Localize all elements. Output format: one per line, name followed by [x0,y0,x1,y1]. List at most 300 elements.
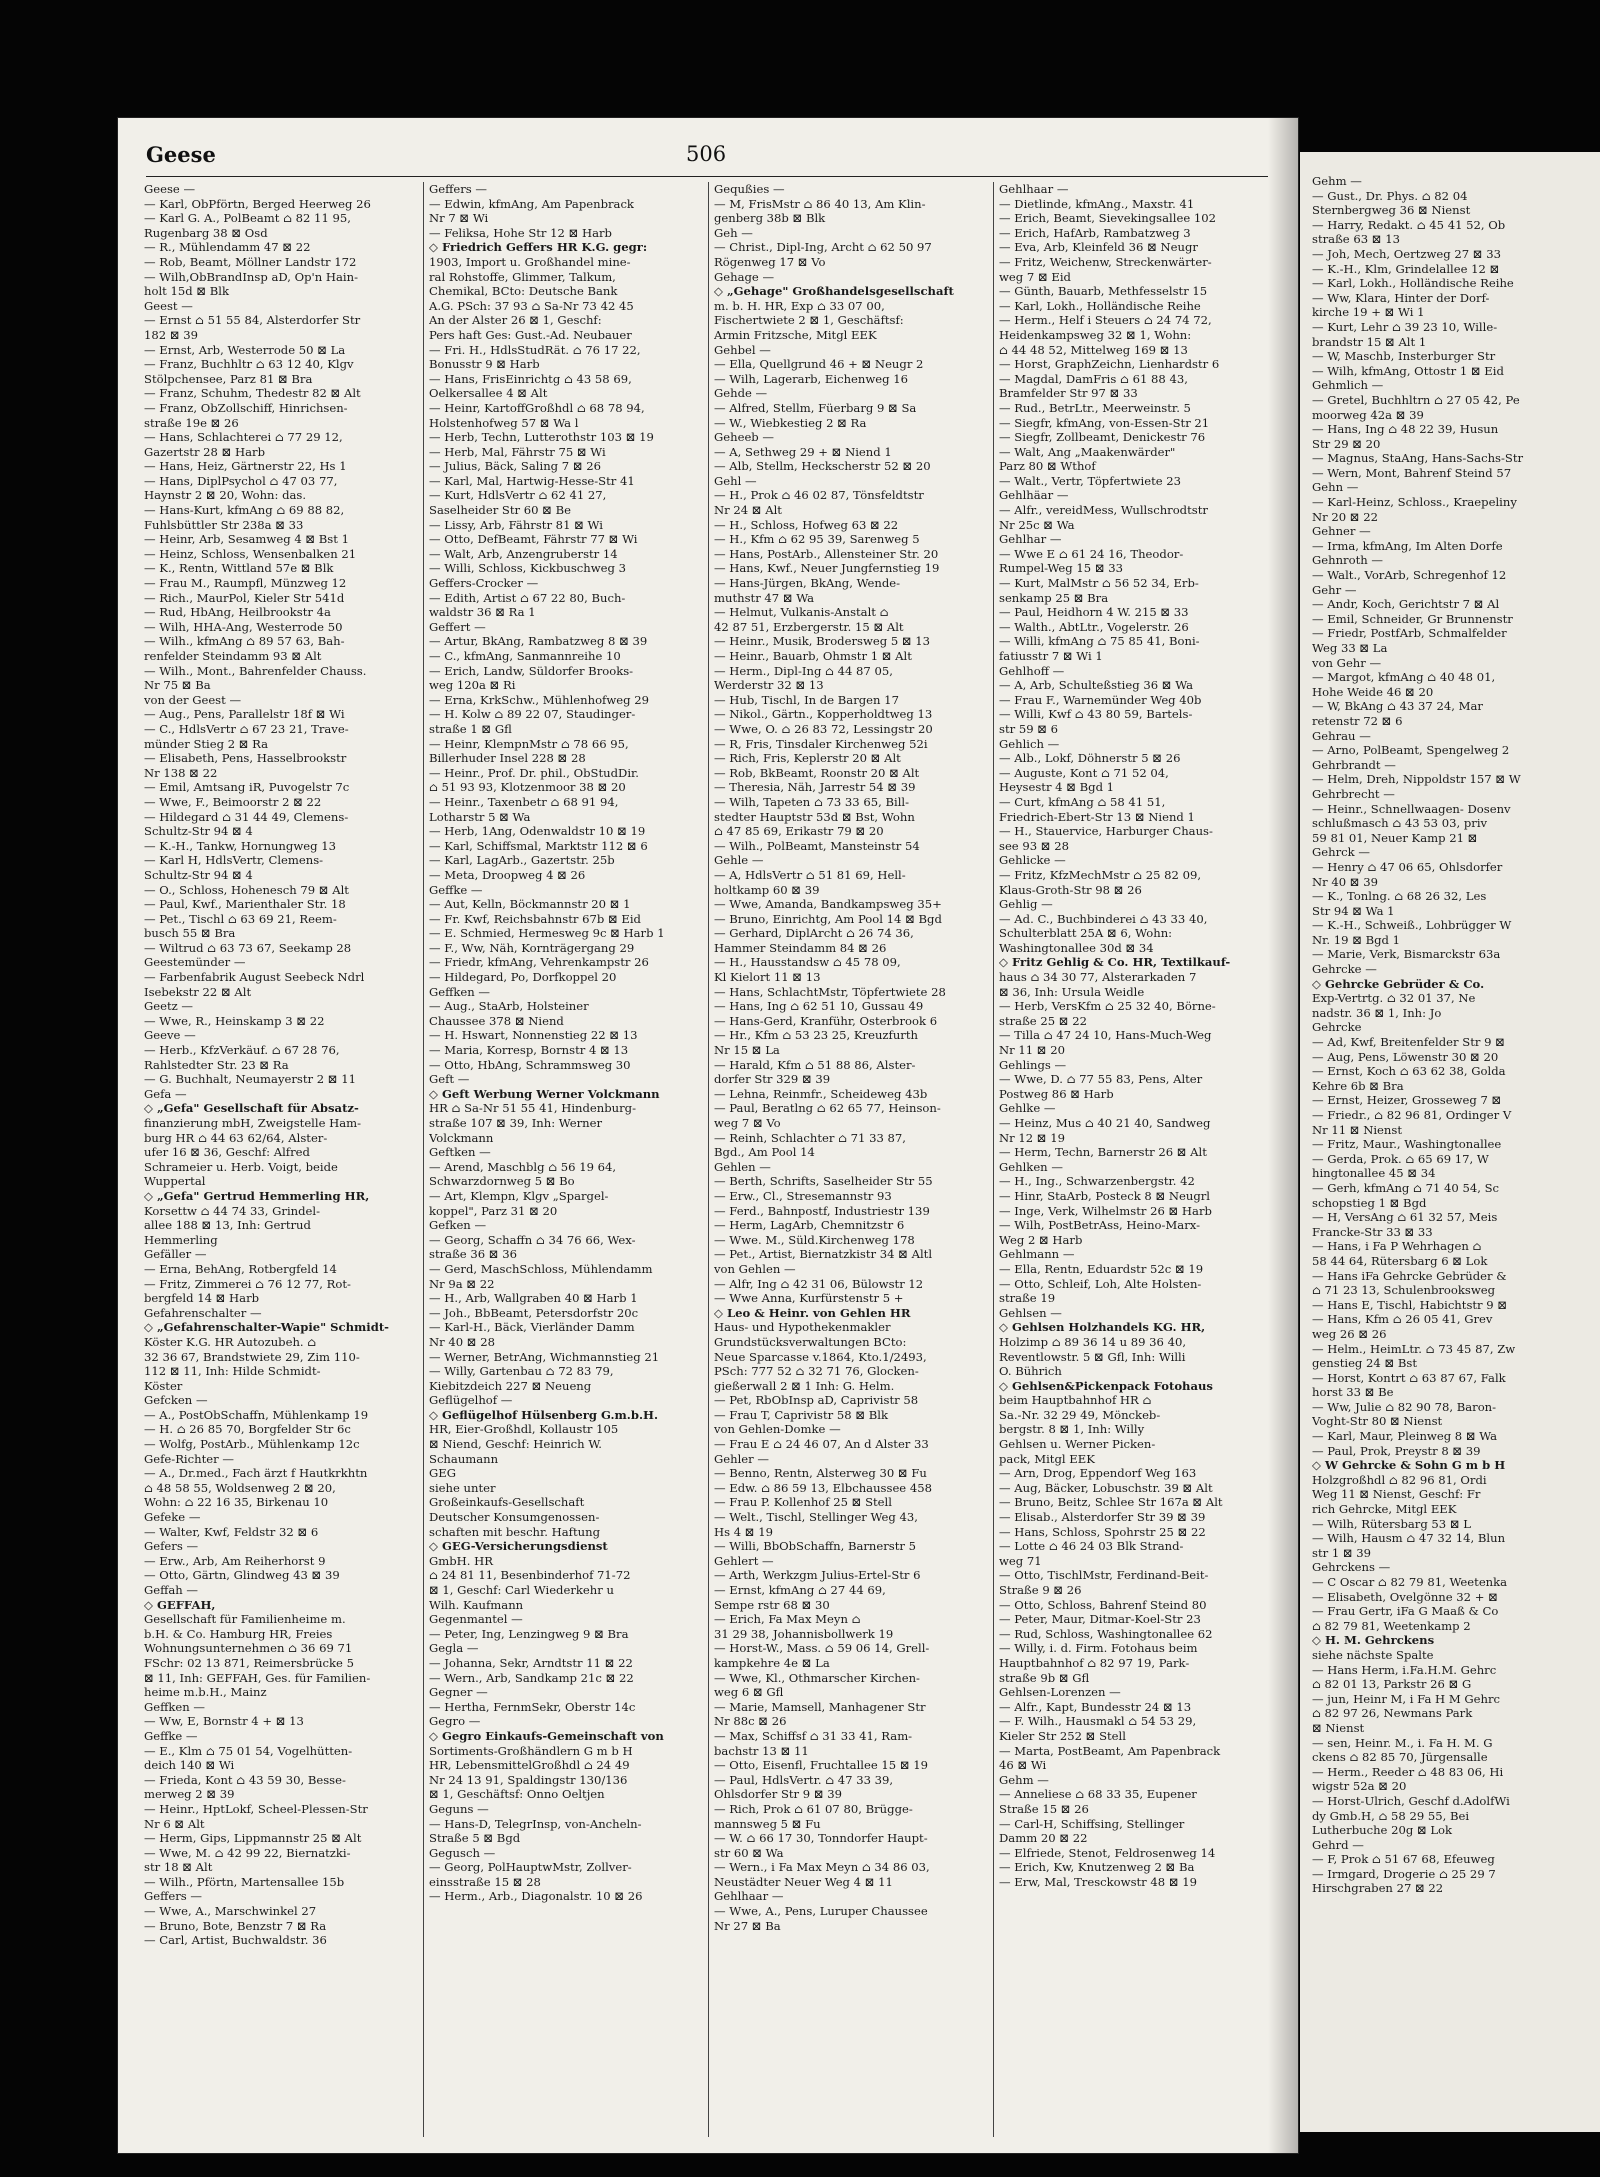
directory-column-2 [423,182,702,2137]
directory-entry: Straße 15 ⊠ 26 [999,1801,1089,1816]
surname-heading: Gehlig — [999,897,1053,912]
surname-heading: Geffers — [429,182,487,196]
directory-entry: — Ww, Klara, Hinter der Dorf- [1312,290,1490,305]
directory-entry: — Ernst ⌂ 51 55 84, Alsterdorfer Str [144,313,361,328]
surname-heading: Geffke — [429,882,483,897]
directory-entry: — Karl, Lokh., Holländische Reihe [999,298,1201,313]
surname-heading: Gehlich — [999,736,1060,751]
directory-entry: — Herm., Dipl-Ing ⌂ 44 87 05, [714,663,893,678]
directory-entry: — F., Ww, Näh, Kornträgergang 29 [429,940,635,955]
directory-entry: Nr 7 ⊠ Wi [429,211,489,226]
directory-entry: holt 15d ⊠ Blk [144,284,230,299]
directory-entry: — Alfr., vereidMess, Wullschrodtstr [999,503,1208,518]
directory-entry: — Hans, DiplPsychol ⌂ 47 03 77, [144,473,338,488]
directory-entry: — K.-H., Schweiß., Lohbrügger W [1312,918,1512,933]
surname-heading: Geffken — [144,1699,205,1714]
surname-heading: Gegro — [429,1714,481,1729]
directory-entry: Kl Kielort 11 ⊠ 13 [714,970,821,985]
directory-entry: — Horst, GraphZeichn, Lienhardstr 6 [999,357,1220,372]
directory-entry: haus ⌂ 34 30 77, Alsterarkaden 7 [999,970,1197,985]
directory-entry: — Feliksa, Hohe Str 12 ⊠ Harb [429,225,612,240]
surname-heading: Gehlert — [714,1553,774,1568]
directory-entry: weg 6 ⊠ Gfl [714,1685,784,1700]
directory-entry: — Georg, PolHauptwMstr, Zollver- [429,1860,632,1875]
directory-entry: ⌂ 71 23 13, Schulenbrooksweg [1312,1283,1496,1298]
surname-heading: Gegenmantel — [429,1612,523,1627]
directory-entry: — Henry ⌂ 47 06 65, Ohlsdorfer [1312,859,1503,874]
directory-entry: straße 19e ⊠ 26 [144,415,239,430]
directory-entry: — Wilh, Tapeten ⌂ 73 33 65, Bill- [714,794,910,809]
directory-entry: — Elisab., Alsterdorfer Str 39 ⊠ 39 [999,1510,1206,1525]
directory-entry: — K., Rentn, Wittland 57e ⊠ Blk [144,561,334,576]
directory-entry: b.H. & Co. Hamburg HR, Freies [144,1626,333,1641]
directory-entry: O. Bührich [999,1364,1062,1379]
directory-entry: — Paul, Prok, Preystr 8 ⊠ 39 [1312,1443,1481,1458]
directory-entry: ◇ Geft Werbung Werner Volckmann [429,1086,660,1101]
directory-entry: finanzierung mbH, Zweigstelle Ham- [144,1116,362,1130]
directory-entry: — Wwe Anna, Kurfürstenstr 5 + [714,1291,904,1306]
directory-entry: — Karl G. A., PolBeamt ⌂ 82 11 95, [144,211,351,226]
directory-entry: — Walter, Kwf, Feldstr 32 ⊠ 6 [144,1524,319,1539]
directory-entry: — H. Kolw ⌂ 89 22 07, Staudinger- [429,707,636,722]
directory-entry: weg 7 ⊠ Vo [714,1116,781,1130]
directory-entry: — Hans-D, TelegrInsp, von-Ancheln- [429,1816,642,1831]
directory-entry: — Johanna, Sekr, Arndtstr 11 ⊠ 22 [429,1655,633,1670]
directory-entry: — Hans, Ing ⌂ 48 22 39, Husun [1312,422,1499,437]
directory-entry: ◇ Gehrcke Gebrüder & Co. [1312,976,1485,991]
directory-entry: Oelkersallee 4 ⊠ Alt [429,386,548,401]
directory-entry: straße 19 [999,1291,1056,1306]
directory-entry: ◇ Gehlsen Holzhandels KG. HR, [999,1320,1206,1335]
directory-entry: merweg 2 ⊠ 39 [144,1787,235,1802]
directory-entry: dy Gmb.H, ⌂ 58 29 55, Bei [1312,1808,1470,1823]
directory-entry: einsstraße 15 ⊠ 28 [429,1874,541,1889]
directory-entry: — Walt, Ang „Maakenwärder" [999,444,1176,459]
directory-entry: — Margot, kfmAng ⌂ 40 48 01, [1312,670,1496,685]
directory-entry: Reventlowstr. 5 ⊠ Gfl, Inh: Willi [999,1349,1186,1364]
directory-entry: 58 44 64, Rütersbarg 6 ⊠ Lok [1312,1253,1488,1268]
directory-entry: — Irmgard, Drogerie ⌂ 25 29 7 [1312,1866,1496,1881]
directory-entry: Voght-Str 80 ⊠ Nienst [1312,1414,1443,1429]
directory-page [118,118,1298,2153]
directory-entry: Rahlstedter Str. 23 ⊠ Ra [144,1057,289,1072]
directory-entry: — Reinh, Schlachter ⌂ 71 33 87, [714,1130,906,1145]
surname-heading: Geftken — [429,1145,491,1160]
directory-entry: — Kurt, HdlsVertr ⌂ 62 41 27, [429,488,607,503]
directory-entry: — K., Tonlng. ⌂ 68 26 32, Les [1312,889,1487,904]
directory-entry: — Arn, Drog, Eppendorf Weg 163 [999,1466,1197,1481]
surname-heading: Gefcken — [144,1393,208,1408]
directory-entry: straße 1 ⊠ Gfl [429,721,512,736]
directory-entry: Schwarzdornweg 5 ⊠ Bo [429,1174,575,1189]
directory-entry: — Wiltrud ⌂ 63 73 67, Seekamp 28 [144,940,352,955]
surname-heading: Gehlen — [714,1159,771,1174]
directory-entry: — M, FrisMstr ⌂ 86 40 13, Am Klin- [714,196,926,211]
directory-entry: — Walt., VorArb, Schregenhof 12 [1312,568,1507,583]
directory-entry: Hammer Steindamm 84 ⊠ 26 [714,940,887,955]
directory-entry: — Paul, Kwf., Marienthaler Str. 18 [144,897,346,912]
directory-entry: Sortiments-Großhändlern G m b H [429,1743,633,1758]
directory-entry: Rugenbarg 38 ⊠ Osd [144,225,268,240]
directory-entry: — Franz, Schuhm, Thedestr 82 ⊠ Alt [144,386,361,401]
directory-entry: Pers haft Ges: Gust.-Ad. Neubauer [429,327,632,342]
directory-entry: allee 188 ⊠ 13, Inh: Gertrud [144,1218,311,1233]
directory-entry: — Otto, Eisenfl, Fruchtallee 15 ⊠ 19 [714,1758,929,1773]
directory-entry: — Wilh, HHA-Ang, Westerrode 50 [144,619,343,634]
directory-entry: — Franz, ObZollschiff, Hinrichsen- [144,400,348,415]
surname-heading: Gehlhoff — [999,663,1065,678]
directory-entry: — Wilh., Mont., Bahrenfelder Chauss. [144,663,367,678]
directory-entry: — Heinr, Arb, Sesamweg 4 ⊠ Bst 1 [144,532,349,547]
directory-entry: — Wwe, Amanda, Bandkampsweg 35+ [714,897,942,912]
directory-entry: dorfer Str 329 ⊠ 39 [714,1072,831,1087]
directory-entry: — Alfr, Ing ⌂ 42 31 06, Bülowstr 12 [714,1276,924,1291]
directory-entry: — Rich, Fris, Keplerstr 20 ⊠ Alt [714,751,901,766]
directory-entry: — C Oscar ⌂ 82 79 81, Weetenka [1312,1575,1508,1589]
directory-entry: — Hr., Kfm ⌂ 53 23 25, Kreuzfurth [714,1028,918,1043]
directory-entry: Holzimp ⌂ 89 36 14 u 89 36 40, [999,1334,1187,1349]
directory-entry: ral Rohstoffe, Glimmer, Talkum, [429,269,616,284]
directory-entry: — Magnus, StaAng, Hans-Sachs-Str [1312,451,1524,466]
directory-entry: — Heinr., Schnellwaagen- Dosenv [1312,801,1511,816]
directory-entry: ⌂ 44 48 52, Mittelweg 169 ⊠ 13 [999,342,1188,357]
directory-entry: bachstr 13 ⊠ 11 [714,1743,809,1758]
directory-entry: stedter Hauptstr 53d ⊠ Bst, Wohn [714,809,915,824]
directory-entry: — Fritz, Weichenw, Streckenwärter- [999,254,1212,269]
directory-entry: — A., Dr.med., Fach ärzt f Hautkrkhtn [144,1466,368,1481]
directory-entry: — Rob, BkBeamt, Roonstr 20 ⊠ Alt [714,765,920,780]
directory-entry: busch 55 ⊠ Bra [144,926,236,941]
directory-entry: fatiusstr 7 ⊠ Wi 1 [999,649,1103,663]
directory-entry: — Marie, Mamsell, Manhagener Str [714,1699,926,1714]
directory-entry: — Frau E ⌂ 24 46 07, An d Alster 33 [714,1437,929,1452]
directory-entry: Str 29 ⊠ 20 [1312,436,1381,451]
directory-entry: — Erich, Beamt, Sievekingsallee 102 [999,211,1216,226]
directory-entry: — Anneliese ⌂ 68 33 35, Eupener [999,1787,1197,1802]
directory-entry: — Bruno, Beitz, Schlee Str 167a ⊠ Alt [999,1495,1223,1510]
directory-entry: — Elfriede, Stenot, Feldrosenweg 14 [999,1845,1216,1860]
directory-entry: — Hans Herm, i.Fa.H.M. Gehrc [1312,1662,1497,1677]
directory-entry: — Frau M., Raumpfl, Münzweg 12 [144,576,347,591]
directory-entry: — Rich, Prok ⌂ 61 07 80, Brügge- [714,1801,913,1816]
directory-entry: — Friedr, kfmAng, Vehrenkampstr 26 [429,955,649,970]
directory-entry: — Hans, Schloss, Spohrstr 25 ⊠ 22 [999,1524,1206,1539]
directory-entry: weg 120a ⊠ Ri [429,678,516,693]
directory-entry: — Edith, Artist ⌂ 67 22 80, Buch- [429,590,626,605]
directory-entry: — Otto, HbAng, Schrammsweg 30 [429,1057,631,1072]
directory-entry: — Alfred, Stellm, Füerbarg 9 ⊠ Sa [714,400,917,415]
directory-entry: — Paul, Beratlng ⌂ 62 65 77, Heinson- [714,1101,941,1116]
directory-entry: — Ella, Rentn, Eduardstr 52c ⊠ 19 [999,1261,1204,1276]
directory-entry: — Werner, BetrAng, Wichmannstieg 21 [429,1349,660,1364]
directory-entry: — Herm., Arb., Diagonalstr. 10 ⊠ 26 [429,1889,643,1904]
directory-entry: — Fritz, KfzMechMstr ⌂ 25 82 09, [999,867,1202,882]
directory-entry: — Hildegard, Po, Dorfkoppel 20 [429,970,617,985]
directory-entry: — Wilh,ObBrandInsp aD, Op'n Hain- [144,269,358,284]
directory-entry: Chemikal, BCto: Deutsche Bank [429,284,618,299]
directory-entry: Hemmerling [144,1232,218,1247]
directory-entry: pack, Mitgl EEK [999,1451,1095,1466]
surname-heading: Gefe-Richter — [144,1451,234,1466]
surname-heading: Gehage — [714,269,775,284]
surname-heading: Geguns — [429,1801,489,1816]
directory-entry: — Walth., AbtLtr., Vogelerstr. 26 [999,619,1189,634]
directory-entry: — Aug, Bäcker, Lobuschstr. 39 ⊠ Alt [999,1480,1213,1495]
directory-entry: — R, Fris, Tinsdaler Kirchenweg 52i [714,736,928,751]
directory-entry: ◇ Gehlsen&Pickenpack Fotohaus [999,1378,1213,1393]
directory-entry: Werderstr 32 ⊠ 13 [714,678,824,693]
directory-entry: — Wilh, kfmAng, Ottostr 1 ⊠ Eid [1312,363,1504,378]
directory-entry: — Gerhard, DiplArcht ⌂ 26 74 36, [714,926,914,941]
directory-entry: Schultz-Str 94 ⊠ 4 [144,867,253,882]
surname-heading: Gehl — [714,473,757,488]
directory-entry: Nr 24 ⊠ Alt [714,503,782,518]
surname-heading: Gegusch — [429,1845,496,1860]
directory-entry: horst 33 ⊠ Be [1312,1385,1394,1400]
directory-entry: — Ernst, Arb, Westerrode 50 ⊠ La [144,342,346,357]
directory-entry: — Heinz, Schloss, Wensenbalken 21 [144,546,357,561]
directory-entry: hingtonallee 45 ⊠ 34 [1312,1166,1436,1181]
directory-entry: senkamp 25 ⊠ Bra [999,590,1109,605]
directory-entry: — Horst, Kontrt ⌂ 63 87 67, Falk [1312,1370,1506,1385]
directory-entry: ◇ „Gefa" Gesellschaft für Absatz- [144,1101,359,1116]
directory-entry: — Ernst, Koch ⌂ 63 62 38, Golda [1312,1064,1506,1079]
directory-entry: Heysestr 4 ⊠ Bgd 1 [999,780,1115,795]
directory-entry: 31 29 38, Johannisbollwerk 19 [714,1626,894,1641]
directory-entry: — Auguste, Kont ⌂ 71 52 04, [999,765,1169,780]
directory-entry: Nr 12 ⊠ 19 [999,1130,1065,1145]
directory-entry: Volckmann [429,1130,494,1145]
directory-entry: — Frau T, Caprivistr 58 ⊠ Blk [714,1407,888,1422]
directory-entry: — R., Mühlendamm 47 ⊠ 22 [144,240,311,255]
surname-heading: von der Geest — [144,692,242,707]
directory-entry: Sternbergweg 36 ⊠ Nienst [1312,203,1471,218]
directory-entry: straße 9b ⊠ Gfl [999,1670,1090,1685]
directory-entry: Wohnungsunternehmen ⌂ 36 69 71 [144,1641,353,1656]
directory-entry: — Herm, Gips, Lippmannstr 25 ⊠ Alt [144,1831,362,1846]
directory-entry: — Peter, Maur, Ditmar-Koel-Str 23 [999,1612,1201,1627]
surname-heading: Gehlmann — [999,1247,1075,1262]
directory-entry: — Willi, kfmAng ⌂ 75 85 41, Boni- [999,634,1200,649]
directory-entry: Bgd., Am Pool 14 [714,1145,815,1160]
directory-entry: — Lehna, Reinmfr., Scheideweg 43b [714,1086,928,1101]
directory-entry: see 93 ⊠ 28 [999,838,1069,853]
directory-entry: — F, Prok ⌂ 51 67 68, Efeuweg [1312,1852,1495,1867]
directory-entry: — Tilla ⌂ 47 24 10, Hans-Much-Weg [999,1028,1212,1043]
directory-entry: — Wwe, F., Beimoorstr 2 ⊠ 22 [144,794,322,809]
directory-entry: — Erich, Landw, Süldorfer Brooks- [429,663,634,678]
directory-entry: — Elisabeth, Pens, Hasselbrookstr [144,751,347,766]
directory-entry: — Carl-H, Schiffsing, Stellinger [999,1816,1185,1831]
directory-entry: — Gust., Dr. Phys. ⌂ 82 04 [1312,188,1468,203]
directory-entry: — Hans-Kurt, kfmAng ⌂ 69 88 82, [144,503,345,518]
directory-entry: — Fritz, Zimmerei ⌂ 76 12 77, Rot- [144,1276,351,1291]
directory-entry: Weg 33 ⊠ La [1312,641,1388,655]
directory-entry: — Wwe, M. ⌂ 42 99 22, Biernatzki- [144,1845,351,1860]
directory-entry: — Otto, TischlMstr, Ferdinand-Beit- [999,1568,1209,1583]
directory-entry: — Harald, Kfm ⌂ 51 88 86, Alster- [714,1057,916,1072]
directory-entry: — Georg, Schaffn ⌂ 34 76 66, Wex- [429,1232,636,1247]
surname-heading: Gehr — [1312,582,1357,597]
directory-entry: — Ella, Quellgrund 46 + ⊠ Neugr 2 [714,357,924,372]
surname-heading: Gehmlich — [1312,378,1384,393]
directory-entry: — Pet, RbObInsp aD, Caprivistr 58 [714,1393,919,1408]
directory-entry: Hs 4 ⊠ 19 [714,1524,773,1539]
surname-heading: Geest — [144,298,193,313]
directory-entry: Neue Sparcasse v.1864, Kto.1/2493, [714,1349,927,1364]
directory-entry: Nr 40 ⊠ 39 [1312,874,1378,889]
directory-entry: — Magdal, DamFris ⌂ 61 88 43, [999,371,1188,386]
directory-entry: — Heinr., Prof. Dr. phil., ObStudDir. [429,765,639,780]
directory-entry: — Fr. Kwf, Reichsbahnstr 67b ⊠ Eid [429,911,641,926]
directory-entry: 112 ⊠ 11, Inh: Hilde Schmidt- [144,1364,321,1379]
directory-entry: — Wolfg, PostArb., Mühlenkamp 12c [144,1437,360,1452]
directory-entry: — Farbenfabrik August Seebeck Ndrl [144,970,365,985]
directory-entry: str 59 ⊠ 6 [999,721,1059,736]
surname-heading: Gehnroth — [1312,553,1383,568]
directory-entry: — Elisabeth, Ovelgönne 32 + ⊠ [1312,1589,1498,1604]
directory-entry: — Helmut, Vulkanis-Anstalt ⌂ [714,605,889,620]
surname-heading: Gehler — [714,1451,769,1466]
directory-entry: Hirschgraben 27 ⊠ 22 [1312,1881,1444,1896]
directory-entry: genstieg 24 ⊠ Bst [1312,1356,1418,1371]
directory-entry: Str 94 ⊠ Wa 1 [1312,903,1395,918]
directory-entry: Chaussee 378 ⊠ Niend [429,1013,564,1028]
directory-entry: nadstr. 36 ⊠ 1, Inh: Jo [1312,1005,1442,1020]
directory-entry: — Alb, Stellm, Heckscherstr 52 ⊠ 20 [714,459,931,474]
directory-entry: Rögenweg 17 ⊠ Vo [714,254,826,269]
directory-entry: — Siegfr, Zollbeamt, Denickestr 76 [999,430,1206,445]
directory-entry: — Herm., Helf i Steuers ⌂ 24 74 72, [999,313,1212,328]
directory-entry: muthstr 47 ⊠ Wa [714,590,815,605]
directory-entry: Hauptbahnhof ⌂ 82 97 19, Park- [999,1655,1190,1670]
directory-entry: — Wwe, A., Pens, Luruper Chaussee [714,1904,928,1919]
directory-entry: — Pet., Artist, Biernatzkistr 34 ⊠ Altl [714,1247,933,1262]
directory-entry: ⌂ 48 58 55, Woldsenweg 2 ⊠ 20, [144,1480,336,1495]
directory-entry: Köster [144,1378,183,1393]
directory-entry: — Artur, BkAng, Rambatzweg 8 ⊠ 39 [429,634,648,649]
directory-entry: beim Hauptbahnhof HR ⌂ [999,1393,1152,1408]
directory-entry: Lutherbuche 20g ⊠ Lok [1312,1823,1453,1838]
surname-heading: Gefa — [144,1086,187,1101]
directory-entry: — Wilh, Hausm ⌂ 47 32 14, Blun [1312,1531,1506,1546]
surname-heading: Gehlke — [999,1101,1056,1116]
directory-entry: — Heinr, KlempnMstr ⌂ 78 66 95, [429,736,629,751]
directory-entry: — A., PostObSchaffn, Mühlenkamp 19 [144,1407,369,1422]
surname-heading: Gehrau — [1312,728,1371,743]
directory-entry: — Willy, i. d. Firm. Fotohaus beim [999,1641,1198,1656]
directory-entry: kampkehre 4e ⊠ La [714,1655,830,1670]
directory-entry: Parz 80 ⊠ Wthof [999,459,1096,474]
directory-entry: schlußmasch ⌂ 43 53 03, priv [1312,816,1488,831]
directory-entry: ⊠ Nienst [1312,1720,1365,1735]
directory-entry: — Erich, HafArb, Rambatzweg 3 [999,225,1191,240]
directory-entry: — Helm., HeimLtr. ⌂ 73 45 87, Zw [1312,1341,1516,1356]
adjacent-page-strip [1300,152,1600,2132]
directory-entry: ◇ GEG-Versicherungsdienst [429,1539,608,1554]
directory-entry: Nr. 19 ⊠ Bgd 1 [1312,932,1401,947]
directory-entry: — Herm., Reeder ⌂ 48 83 06, Hi [1312,1764,1504,1779]
directory-entry: — H, VersAng ⌂ 61 32 57, Meis [1312,1210,1498,1225]
directory-entry: Kehre 6b ⊠ Bra [1312,1078,1404,1093]
directory-entry: — H., Arb, Wallgraben 40 ⊠ Harb 1 [429,1291,638,1306]
directory-entry: — Franz, Buchhltr ⌂ 63 12 40, Klgv [144,357,354,372]
surname-heading: Geffke — [144,1728,198,1743]
directory-entry: — Horst-Ulrich, Geschf d.AdolfWi [1312,1793,1510,1808]
directory-column-1 [144,182,417,2137]
surname-heading: Gehrbrandt — [1312,757,1396,772]
directory-entry: — Horst-W., Mass. ⌂ 59 06 14, Grell- [714,1641,930,1656]
directory-entry: Haynstr 2 ⊠ 20, Wohn: das. [144,488,307,503]
directory-entry: — H., Hausstandsw ⌂ 45 78 09, [714,955,901,970]
directory-entry: Fischertwiete 2 ⊠ 1, Geschäftsf: [714,313,904,328]
directory-entry: Postweg 86 ⊠ Harb [999,1086,1114,1101]
directory-entry: Haus- und Hypothekenmakler [714,1320,891,1335]
directory-entry: Rumpel-Weg 15 ⊠ 33 [999,561,1123,576]
surname-heading: Gehlicke — [999,853,1066,868]
directory-entry: — Otto, DefBeamt, Fährstr 77 ⊠ Wi [429,532,638,547]
directory-entry: ⌂ 82 97 26, Newmans Park [1312,1706,1473,1721]
directory-entry: 32 36 67, Brandstwiete 29, Zim 110- [144,1349,360,1364]
directory-entry: — Peter, Ing, Lenzingweg 9 ⊠ Bra [429,1626,629,1641]
directory-entry: — Hans-Jürgen, BkAng, Wende- [714,576,901,591]
directory-entry: schopstieg 1 ⊠ Bgd [1312,1195,1427,1210]
directory-entry: brandstr 15 ⊠ Alt 1 [1312,334,1427,349]
directory-entry: genberg 38b ⊠ Blk [714,211,826,226]
directory-entry: — Herb, Mal, Fährstr 75 ⊠ Wi [429,444,606,459]
directory-entry: Deutscher Konsumgenossen- [429,1510,600,1525]
directory-entry: ◇ „Gehage" Großhandelsgesellschaft [714,284,954,299]
directory-entry: — Inge, Verk, Wilhelmstr 26 ⊠ Harb [999,1203,1212,1218]
directory-entry: HR, LebensmittelGroßhdl ⌂ 24 49 [429,1758,630,1773]
directory-entry: — Gerd, MaschSchloss, Mühlendamm [429,1261,653,1276]
directory-entry: — Paul, Heidhorn 4 W. 215 ⊠ 33 [999,605,1189,620]
directory-entry: — Hans E, Tischl, Habichtstr 9 ⊠ [1312,1297,1508,1312]
directory-entry: — Gretel, Buchhltrn ⌂ 27 05 42, Pe [1312,392,1520,407]
directory-entry: Bonusstr 9 ⊠ Harb [429,357,540,372]
surname-heading: Geffert — [429,619,486,634]
surname-heading: Gehm — [1312,174,1362,188]
directory-entry: — Frau P. Kollenhof 25 ⊠ Stell [714,1495,892,1510]
directory-entry: — G. Buchhalt, Neumayerstr 2 ⊠ 11 [144,1072,356,1087]
directory-entry: ckens ⌂ 82 85 70, Jürgensalle [1312,1750,1488,1765]
directory-entry: — Aug., Pens, Parallelstr 18f ⊠ Wi [144,707,345,722]
directory-entry: weg 7 ⊠ Eid [999,269,1071,284]
directory-entry: — Aut, Kelln, Böckmannstr 20 ⊠ 1 [429,897,631,912]
adjacent-page-column [1312,174,1600,1896]
surname-heading: Geeve — [144,1028,196,1043]
surname-heading: Geffers — [144,1889,202,1904]
directory-entry: ◇ Leo & Heinr. von Gehlen HR [714,1305,911,1320]
directory-entry: — Willy, Gartenbau ⌂ 72 83 79, [429,1364,614,1379]
directory-entry: — Maria, Korresp, Bornstr 4 ⊠ 13 [429,1043,629,1058]
directory-entry: ⊠ Niend, Geschf: Heinrich W. [429,1437,602,1452]
surname-heading: Gequßies — [714,182,785,196]
directory-entry: — Heinz, Mus ⌂ 40 21 40, Sandweg [999,1116,1211,1130]
directory-entry: — K.-H., Klm, Grindelallee 12 ⊠ [1312,261,1500,276]
directory-entry: — Herb., KfzVerkäuf. ⌂ 67 28 76, [144,1043,340,1058]
directory-entry: — Wern, Mont, Bahrenf Steind 57 [1312,465,1512,480]
directory-entry: ⊠ 1, Geschf: Carl Wiederkehr u [429,1583,614,1597]
surname-heading: Gehrcke — [1312,962,1377,977]
surname-heading: Gehde — [714,386,768,401]
surname-heading: von Gehlen-Domke — [714,1422,841,1437]
directory-entry: ⊠ 36, Inh: Ursula Weidle [999,984,1145,999]
directory-entry: bergfeld 14 ⊠ Harb [144,1291,260,1306]
directory-entry: — Hans, FrisEinrichtg ⌂ 43 58 69, [429,371,632,386]
directory-entry: FSchr: 02 13 871, Reimersbrücke 5 [144,1655,354,1670]
directory-entry: — Herb, VersKfm ⌂ 25 32 40, Börne- [999,999,1216,1014]
